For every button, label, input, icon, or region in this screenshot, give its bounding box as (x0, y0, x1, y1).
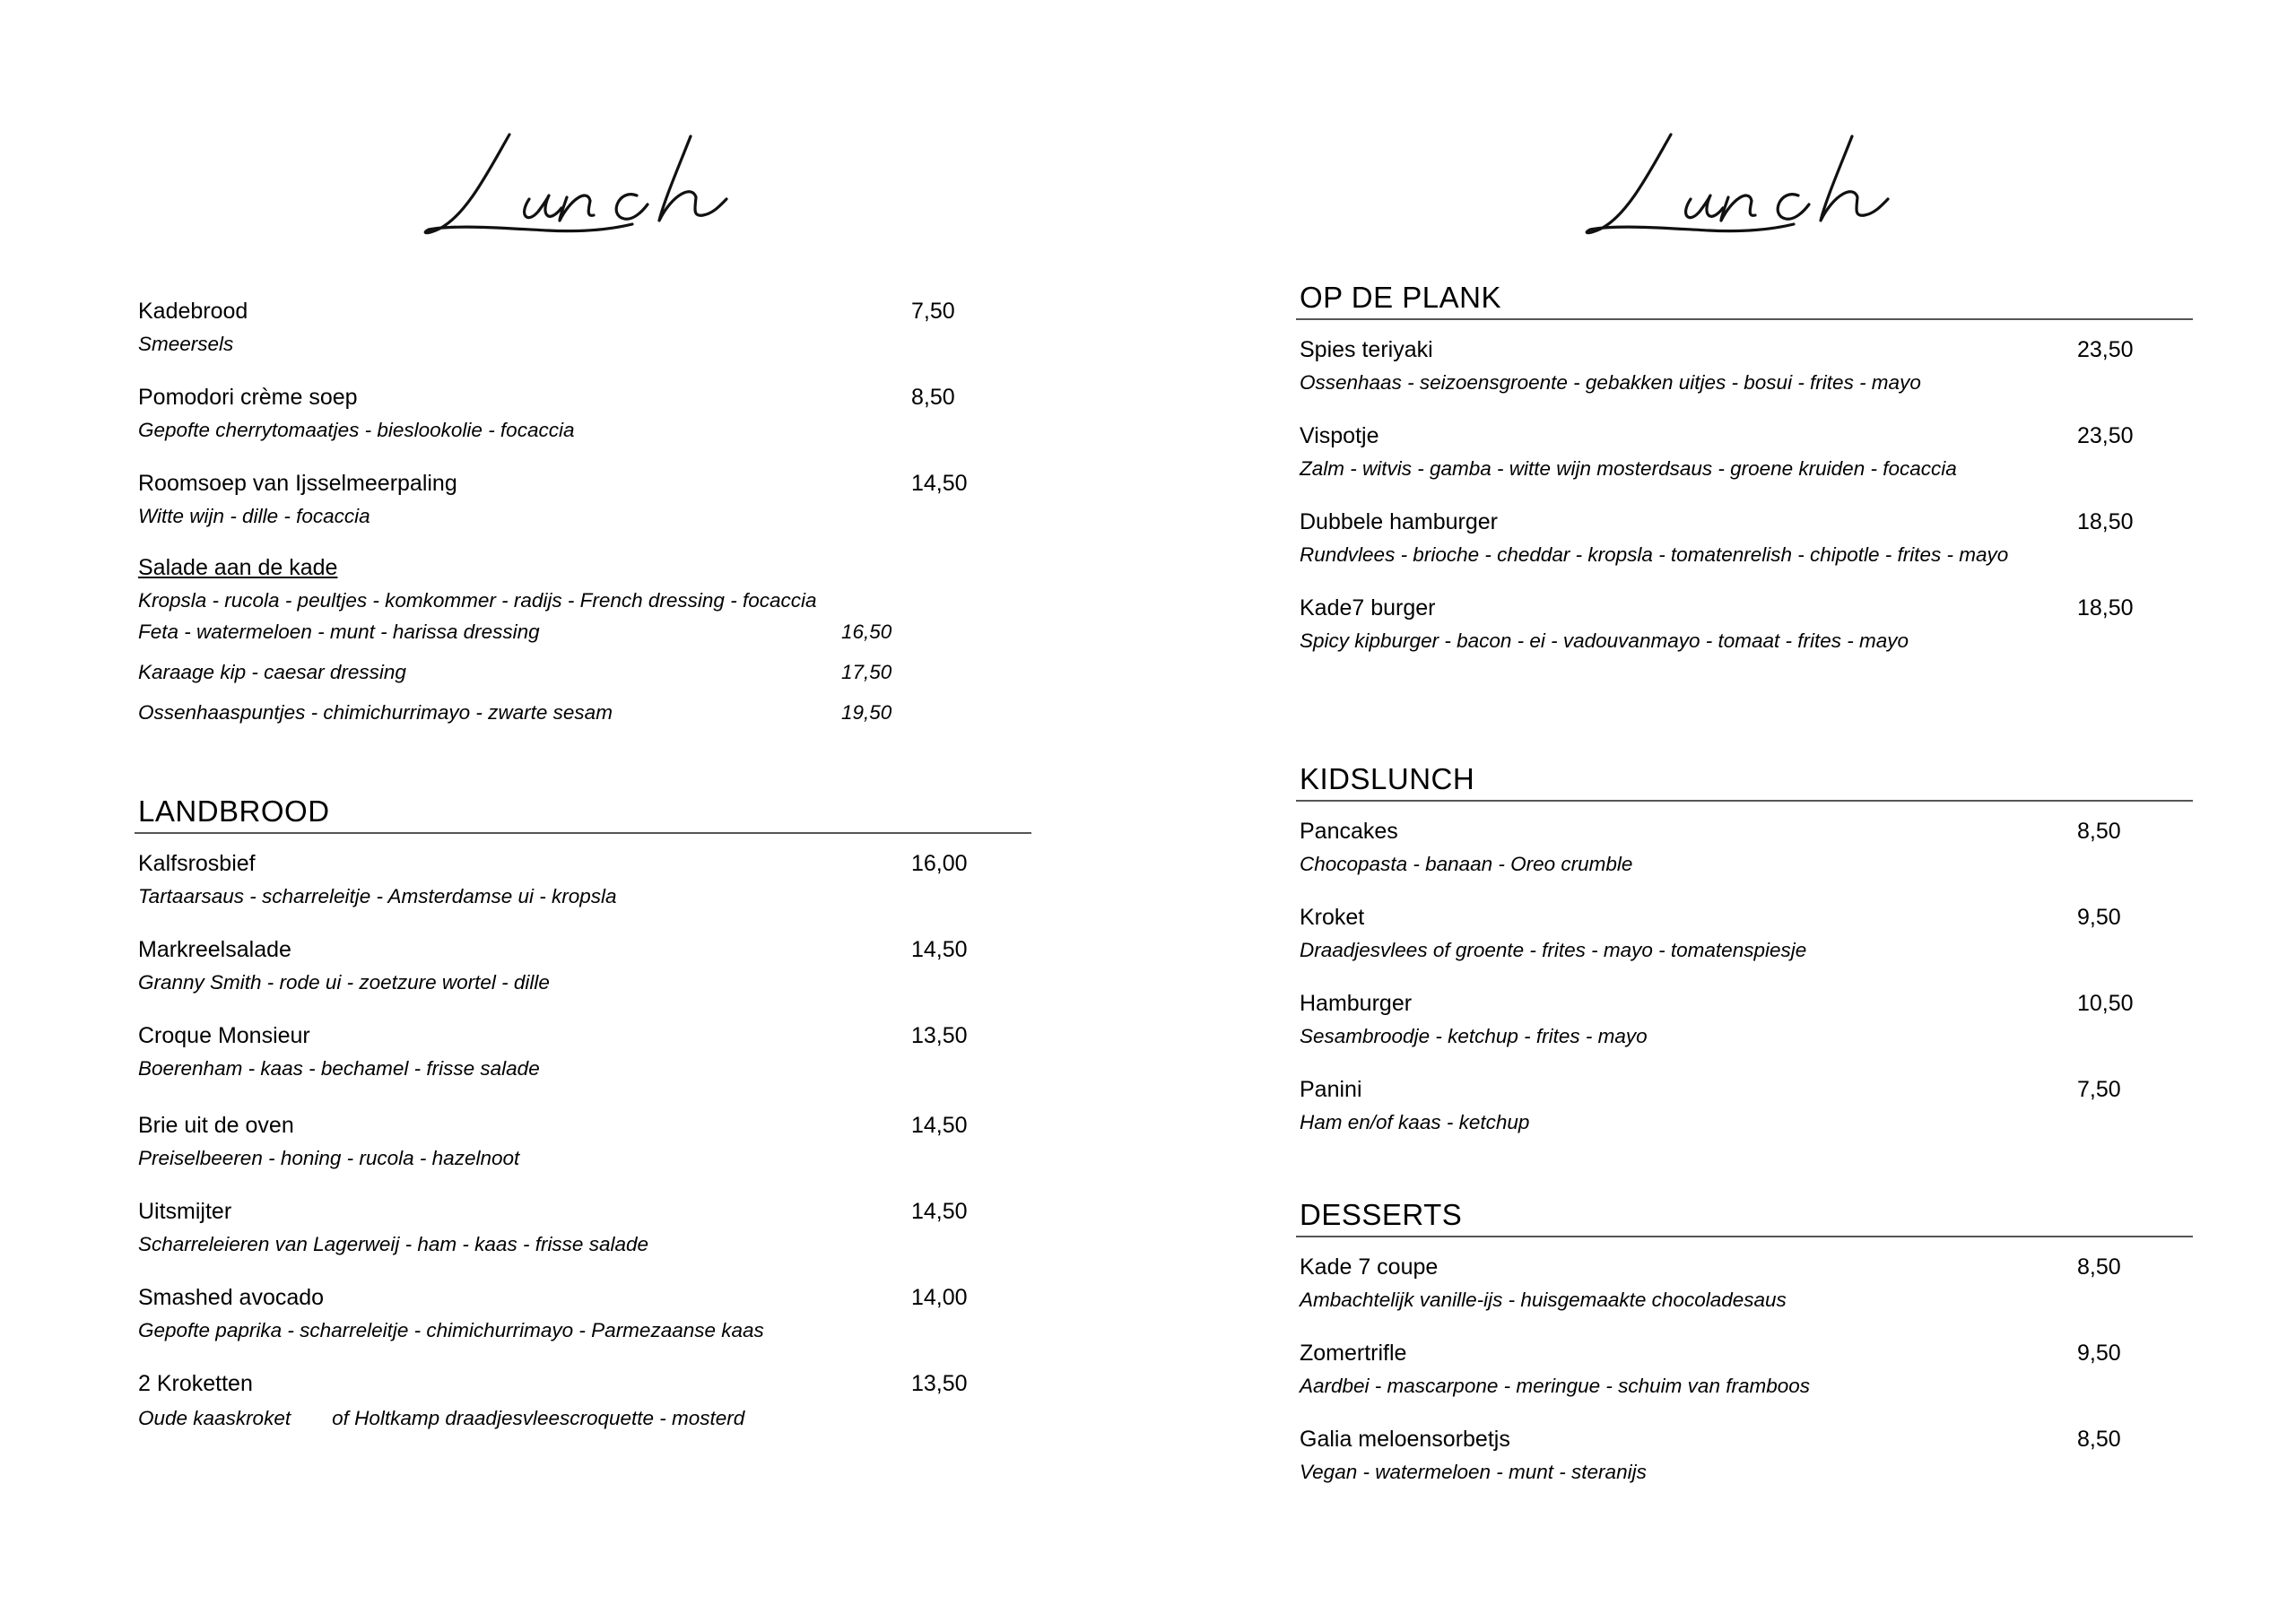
lunch-title-text: Lunch (1565, 99, 1568, 100)
kidslunch-section (1296, 753, 2193, 1160)
menu-item (1296, 1074, 2193, 1160)
item-name: Roomsoep van Ijsselmeerpaling (138, 471, 457, 496)
menu-item (1296, 507, 2193, 593)
item-description: Zalm - witvis - gamba - witte wijn mosterdsaus - groene kruiden - focaccia (1300, 457, 1957, 480)
salad-option (135, 615, 1031, 655)
menu-item (1296, 1338, 2193, 1424)
item-name: Kadebrood (138, 299, 248, 324)
item-name: Zomertrifle (1300, 1341, 1407, 1366)
item-price: 8,50 (2077, 819, 2121, 844)
item-description: Witte wijn - dille - focaccia (138, 505, 370, 527)
item-price: 23,50 (2077, 337, 2134, 362)
item-name: Uitsmijter (138, 1199, 232, 1224)
section-heading (1296, 753, 2193, 802)
item-price: 23,50 (2077, 423, 2134, 448)
menu-item (1296, 1424, 2193, 1510)
menu-item (135, 1282, 1031, 1368)
item-price: 9,50 (2077, 1341, 2121, 1366)
landbrood-section (135, 785, 1031, 1454)
item-description: Draadjesvlees of groente - frites - mayo - tomatenspiesje (1300, 939, 1807, 961)
item-price: 7,50 (911, 299, 955, 324)
item-description-part: of Holtkamp draadjesvleescroquette - mosterd (332, 1407, 745, 1429)
item-name: Markreelsalade (138, 937, 291, 962)
item-price: 14,50 (911, 1113, 968, 1138)
section-heading (1296, 1189, 2193, 1237)
starters-list (135, 296, 1031, 736)
lunch-title-text: Lunch (404, 99, 406, 100)
item-name: Spies teriyaki (1300, 337, 1433, 362)
item-name: Croque Monsieur (138, 1023, 310, 1048)
item-name: Kroket (1300, 905, 1365, 930)
item-description: Boerenham - kaas - bechamel - frisse salade (138, 1057, 540, 1080)
lunch-title-left (404, 99, 942, 269)
right-column (1296, 0, 2193, 1623)
salad-option (135, 655, 1031, 696)
item-price: 16,00 (911, 851, 968, 876)
section-heading-text: LANDBROOD (138, 794, 330, 828)
salad-title: Salade aan de kade (138, 555, 338, 580)
salad-option-price: 19,50 (841, 701, 892, 724)
item-name: Hamburger (1300, 991, 1413, 1016)
item-description: Ossenhaas - seizoensgroente - gebakken uitjes - bosui - frites - mayo (1300, 371, 1921, 394)
item-description: Sesambroodje - ketchup - frites - mayo (1300, 1025, 1648, 1047)
section-heading-text: DESSERTS (1300, 1198, 1463, 1231)
menu-item (135, 1020, 1031, 1110)
item-description: Chocopasta - banaan - Oreo crumble (1300, 853, 1633, 875)
item-description: Gepofte cherrytomaatjes - bieslookolie - focaccia (138, 419, 575, 441)
item-name: Panini (1300, 1077, 1362, 1102)
item-price: 13,50 (911, 1371, 968, 1396)
section-heading (135, 785, 1031, 834)
item-price: 14,50 (911, 937, 968, 962)
salad-description: Kropsla - rucola - peultjes - komkommer - radijs - French dressing - focaccia (138, 589, 817, 612)
item-name: Brie uit de oven (138, 1113, 294, 1138)
salad-option-name: Karaage kip - caesar dressing (138, 661, 406, 683)
menu-item (1296, 816, 2193, 902)
item-price: 18,50 (2077, 509, 2134, 534)
item-description: Spicy kipburger - bacon - ei - vadouvanmayo - tomaat - frites - mayo (1300, 629, 1909, 652)
salad-option-name: Feta - watermeloen - munt - harissa dressing (138, 621, 540, 643)
menu-item (135, 468, 1031, 554)
left-column (135, 0, 1031, 1623)
item-description: Ham en/of kaas - ketchup (1300, 1111, 1530, 1133)
menu-item (1296, 421, 2193, 507)
item-name: Kade7 burger (1300, 595, 1436, 621)
item-price: 8,50 (2077, 1254, 2121, 1280)
menu-item (135, 1196, 1031, 1282)
salad-option-price: 16,50 (841, 621, 892, 643)
menu-item (1296, 1252, 2193, 1338)
item-description-part: Oude kaaskroket (138, 1407, 291, 1429)
item-description: Aardbei - mascarpone - meringue - schuim van framboos (1300, 1375, 1810, 1397)
item-name: Pomodori crème soep (138, 385, 358, 410)
item-price: 10,50 (2077, 991, 2134, 1016)
lunch-script-logo (1565, 99, 2103, 269)
menu-item (135, 1110, 1031, 1196)
item-name: Galia meloensorbetjs (1300, 1427, 1510, 1452)
item-description: Granny Smith - rode ui - zoetzure wortel - dille (138, 971, 550, 994)
menu-item (1296, 593, 2193, 679)
menu-item (1296, 988, 2193, 1074)
item-description (138, 1404, 744, 1433)
menu-item (135, 382, 1031, 468)
item-name: Pancakes (1300, 819, 1398, 844)
item-price: 7,50 (2077, 1077, 2121, 1102)
item-description: Ambachtelijk vanille-ijs - huisgemaakte chocoladesaus (1300, 1289, 1787, 1311)
salad-option (135, 696, 1031, 736)
menu-item (1296, 902, 2193, 988)
item-description: Tartaarsaus - scharreleitje - Amsterdamse ui - kropsla (138, 885, 617, 907)
item-description: Rundvlees - brioche - cheddar - kropsla - tomatenrelish - chipotle - frites - mayo (1300, 543, 2009, 566)
item-price: 13,50 (911, 1023, 968, 1048)
item-description: Preiselbeeren - honing - rucola - hazelnoot (138, 1147, 520, 1169)
menu-item (135, 296, 1031, 382)
menu-item (135, 934, 1031, 1020)
item-price: 8,50 (2077, 1427, 2121, 1452)
menu-item (1296, 334, 2193, 421)
item-name: Vispotje (1300, 423, 1379, 448)
section-heading-text: OP DE PLANK (1300, 281, 1501, 314)
op-de-plank-section (1296, 272, 2193, 679)
item-name: Kade 7 coupe (1300, 1254, 1439, 1280)
item-description: Gepofte paprika - scharreleitje - chimichurrimayo - Parmezaanse kaas (138, 1319, 764, 1341)
section-heading (1296, 272, 2193, 320)
lunch-script-logo (404, 99, 942, 269)
item-name: Dubbele hamburger (1300, 509, 1498, 534)
item-price: 14,00 (911, 1285, 968, 1310)
item-price: 14,50 (911, 471, 968, 496)
salad-option-name: Ossenhaaspuntjes - chimichurrimayo - zwarte sesam (138, 701, 613, 724)
item-price: 18,50 (2077, 595, 2134, 621)
item-name: Smashed avocado (138, 1285, 325, 1310)
desserts-section (1296, 1189, 2193, 1510)
salad-section (135, 552, 1031, 736)
item-price: 14,50 (911, 1199, 968, 1224)
item-price: 8,50 (911, 385, 955, 410)
menu-item (135, 848, 1031, 934)
item-name: Kalfsrosbief (138, 851, 256, 876)
item-description: Smeersels (138, 333, 234, 355)
section-heading-text: KIDSLUNCH (1300, 762, 1475, 795)
item-name: 2 Kroketten (138, 1371, 253, 1396)
salad-option-price: 17,50 (841, 661, 892, 683)
lunch-title-right (1565, 99, 2103, 269)
item-description: Scharreleieren van Lagerweij - ham - kaas - frisse salade (138, 1233, 649, 1255)
item-price: 9,50 (2077, 905, 2121, 930)
menu-item-kroketten (135, 1368, 1031, 1454)
item-description: Vegan - watermeloen - munt - steranijs (1300, 1461, 1647, 1483)
